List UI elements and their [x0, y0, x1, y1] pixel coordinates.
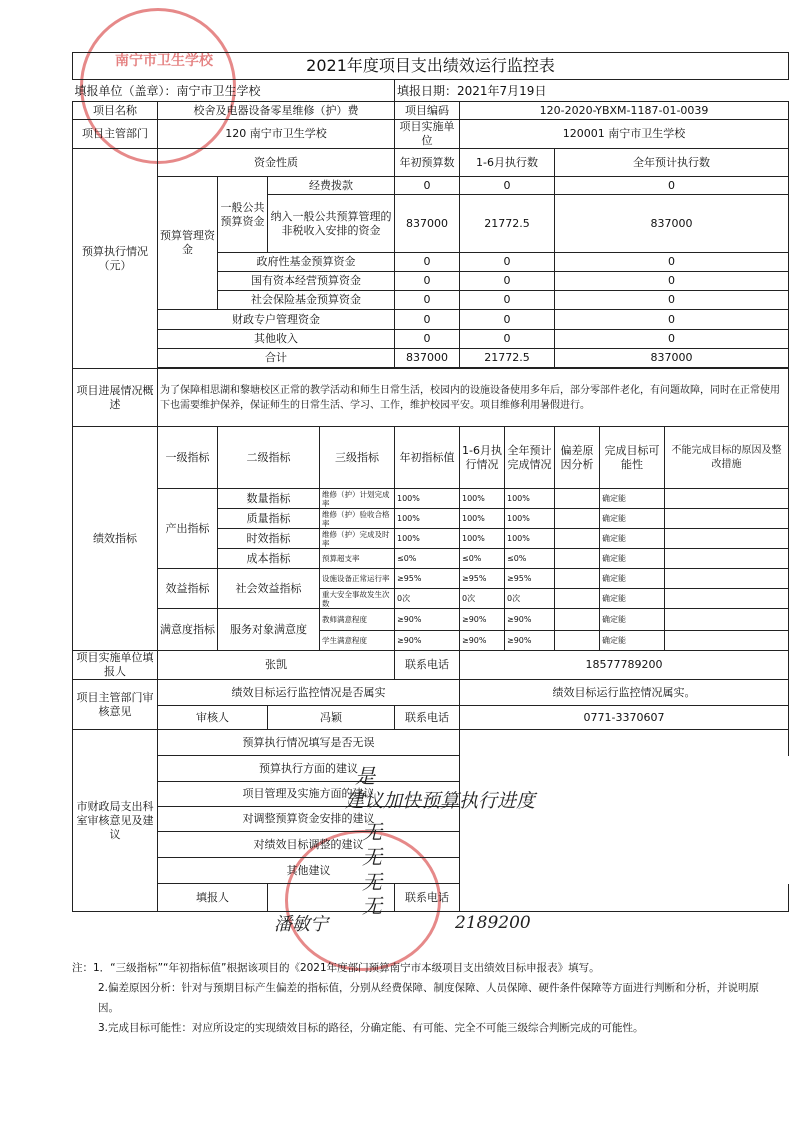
city-label: 市财政局支出科室审核意见及建议	[73, 730, 158, 912]
budget-row-annual: 0	[395, 330, 460, 349]
perf-header: 不能完成目标的原因及整改措施	[665, 427, 789, 489]
perf-possible: 确定能	[600, 569, 665, 589]
budget-row-annual: 0	[395, 310, 460, 330]
perf-target: 100%	[395, 489, 460, 509]
perf-header: 1-6月执行情况	[460, 427, 505, 489]
budget-row-name: 经费拨款	[268, 177, 395, 195]
perf-h1: 100%	[460, 489, 505, 509]
budget-row-full: 0	[555, 253, 789, 272]
perf-l3: 重大安全事故发生次数	[320, 589, 395, 609]
budget-col-annual: 年初预算数	[395, 149, 460, 177]
budget-row-name: 财政专户管理资金	[158, 310, 395, 330]
school-seal-text: 南宁市卫生学校	[115, 53, 213, 69]
perf-full: 100%	[505, 489, 555, 509]
perf-header: 年初指标值	[395, 427, 460, 489]
page-title: 2021年度项目支出绩效运行监控表	[73, 53, 789, 80]
perf-h1: ≥95%	[460, 569, 505, 589]
budget-row-full: 0	[555, 330, 789, 349]
budget-row-full: 837000	[555, 195, 789, 253]
city-question: 预算执行情况填写是否无误	[158, 730, 460, 756]
budget-general-label: 一般公共预算资金	[218, 177, 268, 253]
budget-row-full: 0	[555, 177, 789, 195]
perf-full: 0次	[505, 589, 555, 609]
filler-label: 项目实施单位填报人	[73, 651, 158, 680]
unit-label: 填报单位（盖章）：南宁市卫生学校	[73, 80, 395, 102]
perf-h1: 100%	[460, 529, 505, 549]
city-answer-handwritten: 无	[362, 894, 382, 918]
budget-row-name: 社会保险基金预算资金	[218, 291, 395, 310]
perf-l3: 教师满意程度	[320, 609, 395, 631]
progress-label: 项目进展情况概述	[73, 369, 158, 427]
perf-section-label: 绩效指标	[73, 427, 158, 651]
perf-full: 100%	[505, 529, 555, 549]
review-question: 绩效目标运行监控情况是否属实	[158, 680, 460, 706]
budget-row-total-name: 合计	[158, 349, 395, 368]
city-question: 项目管理及实施方面的建议	[158, 782, 460, 807]
date-label: 填报日期：2021年7月19日	[395, 80, 789, 102]
budget-col-h1: 1-6月执行数	[460, 149, 555, 177]
city-phone-handwritten: 2189200	[455, 913, 531, 933]
city-question: 预算执行方面的建议	[158, 756, 460, 782]
perf-l2: 社会效益指标	[218, 569, 320, 609]
filler-name: 张凯	[158, 651, 395, 680]
budget-row-name: 纳入一般公共预算管理的非税收入安排的资金	[268, 195, 395, 253]
project-dept-value: 120 南宁市卫生学校	[158, 120, 395, 149]
budget-row-name: 政府性基金预算资金	[218, 253, 395, 272]
budget-row-annual: 837000	[395, 195, 460, 253]
perf-full: ≥95%	[505, 569, 555, 589]
perf-l1-satisfaction: 满意度指标	[158, 609, 218, 651]
review-answer: 绩效目标运行监控情况属实。	[460, 680, 789, 706]
perf-possible: 确定能	[600, 631, 665, 651]
budget-row-h1: 0	[460, 177, 555, 195]
footnote: 3.完成目标可能性：对应所设定的实现绩效目标的路径，分确定能、有可能、完全不可能三级综合判断完成的可能性。	[98, 1022, 644, 1034]
perf-target: ≥95%	[395, 569, 460, 589]
perf-l2: 数量指标	[218, 489, 320, 509]
budget-row-annual: 0	[395, 253, 460, 272]
review-label: 项目主管部门审核意见	[73, 680, 158, 730]
review-phone-label: 联系电话	[395, 706, 460, 730]
perf-h1: 0次	[460, 589, 505, 609]
project-name-label: 项目名称	[73, 102, 158, 120]
budget-row-annual: 0	[395, 177, 460, 195]
project-dept-label: 项目主管部门	[73, 120, 158, 149]
budget-row-annual: 837000	[395, 349, 460, 368]
reviewer-label: 审核人	[158, 706, 268, 730]
budget-row-h1: 21772.5	[460, 195, 555, 253]
perf-possible: 确定能	[600, 549, 665, 569]
footnote: 2.偏差原因分析：针对与预期目标产生偏差的指标值，分别从经费保障、制度保障、人员保障、硬件条件保障等方面进行判断和分析，并说明原因。	[98, 982, 760, 1014]
city-phone-label: 联系电话	[395, 884, 460, 912]
budget-row-h1: 0	[460, 291, 555, 310]
budget-col-full: 全年预计执行数	[555, 149, 789, 177]
perf-h1: ≥90%	[460, 631, 505, 651]
perf-l2: 服务对象满意度	[218, 609, 320, 651]
perf-l3: 预算超支率	[320, 549, 395, 569]
perf-full: ≥90%	[505, 609, 555, 631]
budget-row-full: 0	[555, 272, 789, 291]
perf-l3: 设施设备正常运行率	[320, 569, 395, 589]
budget-row-name: 其他收入	[158, 330, 395, 349]
perf-full: 100%	[505, 509, 555, 529]
budget-row-h1: 0	[460, 253, 555, 272]
project-impl-label: 项目实施单位	[395, 120, 460, 149]
budget-col-nature: 资金性质	[158, 149, 395, 177]
perf-target: 100%	[395, 529, 460, 549]
perf-possible: 确定能	[600, 609, 665, 631]
city-question: 其他建议	[158, 858, 460, 884]
project-code-label: 项目编码	[395, 102, 460, 120]
budget-row-full: 0	[555, 310, 789, 330]
perf-target: 0次	[395, 589, 460, 609]
city-answer-handwritten: 建议加快预算执行进度	[345, 790, 536, 812]
perf-l2: 质量指标	[218, 509, 320, 529]
city-filler-label: 填报人	[158, 884, 268, 912]
city-question: 对调整预算资金安排的建议	[158, 807, 460, 832]
perf-l1-benefit: 效益指标	[158, 569, 218, 609]
budget-section-label: 预算执行情况（元）	[73, 149, 158, 369]
budget-row-h1: 21772.5	[460, 349, 555, 368]
monitor-table	[72, 52, 788, 912]
perf-header: 一级指标	[158, 427, 218, 489]
budget-row-h1: 0	[460, 272, 555, 291]
progress-text: 为了保障相思湖和黎塘校区正常的教学活动和师生日常生活，校园内的设施设备使用多年后，部分零部件老化，有问题故障，同时在正常使用下也需要维护保养，保证师生的日常生活、学习、工作，维护校园平安。项目维修利用暑假进行。	[158, 369, 789, 427]
budget-row-h1: 0	[460, 310, 555, 330]
budget-row-annual: 0	[395, 291, 460, 310]
budget-row-h1: 0	[460, 330, 555, 349]
city-filler-signature: 潘敏宁	[274, 914, 328, 935]
project-code-value: 120-2020-YBXM-1187-01-0039	[460, 102, 789, 120]
perf-h1: 100%	[460, 509, 505, 529]
filler-phone: 18577789200	[460, 651, 789, 680]
reviewer-name: 冯颖	[268, 706, 395, 730]
perf-target: ≤0%	[395, 549, 460, 569]
perf-header: 三级指标	[320, 427, 395, 489]
city-answer-handwritten: 无	[362, 845, 382, 869]
perf-target: ≥90%	[395, 631, 460, 651]
budget-row-full: 0	[555, 291, 789, 310]
perf-l2: 时效指标	[218, 529, 320, 549]
budget-row-name: 国有资本经营预算资金	[218, 272, 395, 291]
project-name-value: 校舍及电器设备零星维修（护）费	[158, 102, 395, 120]
city-answer-handwritten: 无	[362, 820, 382, 844]
perf-header: 偏差原因分析	[555, 427, 600, 489]
project-impl-value: 120001 南宁市卫生学校	[460, 120, 789, 149]
perf-possible: 确定能	[600, 489, 665, 509]
perf-header: 二级指标	[218, 427, 320, 489]
perf-l3: 维修（护）计划完成率	[320, 489, 395, 509]
perf-full: ≥90%	[505, 631, 555, 651]
budget-row-full: 837000	[555, 349, 789, 368]
review-phone: 0771-3370607	[460, 706, 789, 730]
footnote: 注：1．“三级指标”“年初指标值”根据该项目的《2021年度部门预算南宁市本级项目支出绩效目标申报表》填写。	[72, 962, 600, 974]
footnotes	[72, 958, 762, 1038]
perf-possible: 确定能	[600, 589, 665, 609]
perf-target: ≥90%	[395, 609, 460, 631]
perf-possible: 确定能	[600, 529, 665, 549]
perf-l3: 维修（护）完成及时率	[320, 529, 395, 549]
perf-target: 100%	[395, 509, 460, 529]
filler-phone-label: 联系电话	[395, 651, 460, 680]
budget-mgmt-label: 预算管理资金	[158, 177, 218, 310]
perf-header: 全年预计完成情况	[505, 427, 555, 489]
perf-header: 完成目标可能性	[600, 427, 665, 489]
perf-h1: ≥90%	[460, 609, 505, 631]
budget-row-annual: 0	[395, 272, 460, 291]
city-question: 对绩效目标调整的建议	[158, 832, 460, 858]
perf-l3: 维修（护）验收合格率	[320, 509, 395, 529]
perf-l1-output: 产出指标	[158, 489, 218, 569]
perf-h1: ≤0%	[460, 549, 505, 569]
perf-l2: 成本指标	[218, 549, 320, 569]
city-answer-handwritten: 是	[355, 764, 375, 788]
perf-possible: 确定能	[600, 509, 665, 529]
perf-l3: 学生满意程度	[320, 631, 395, 651]
perf-full: ≤0%	[505, 549, 555, 569]
city-answer-handwritten: 无	[362, 870, 382, 894]
